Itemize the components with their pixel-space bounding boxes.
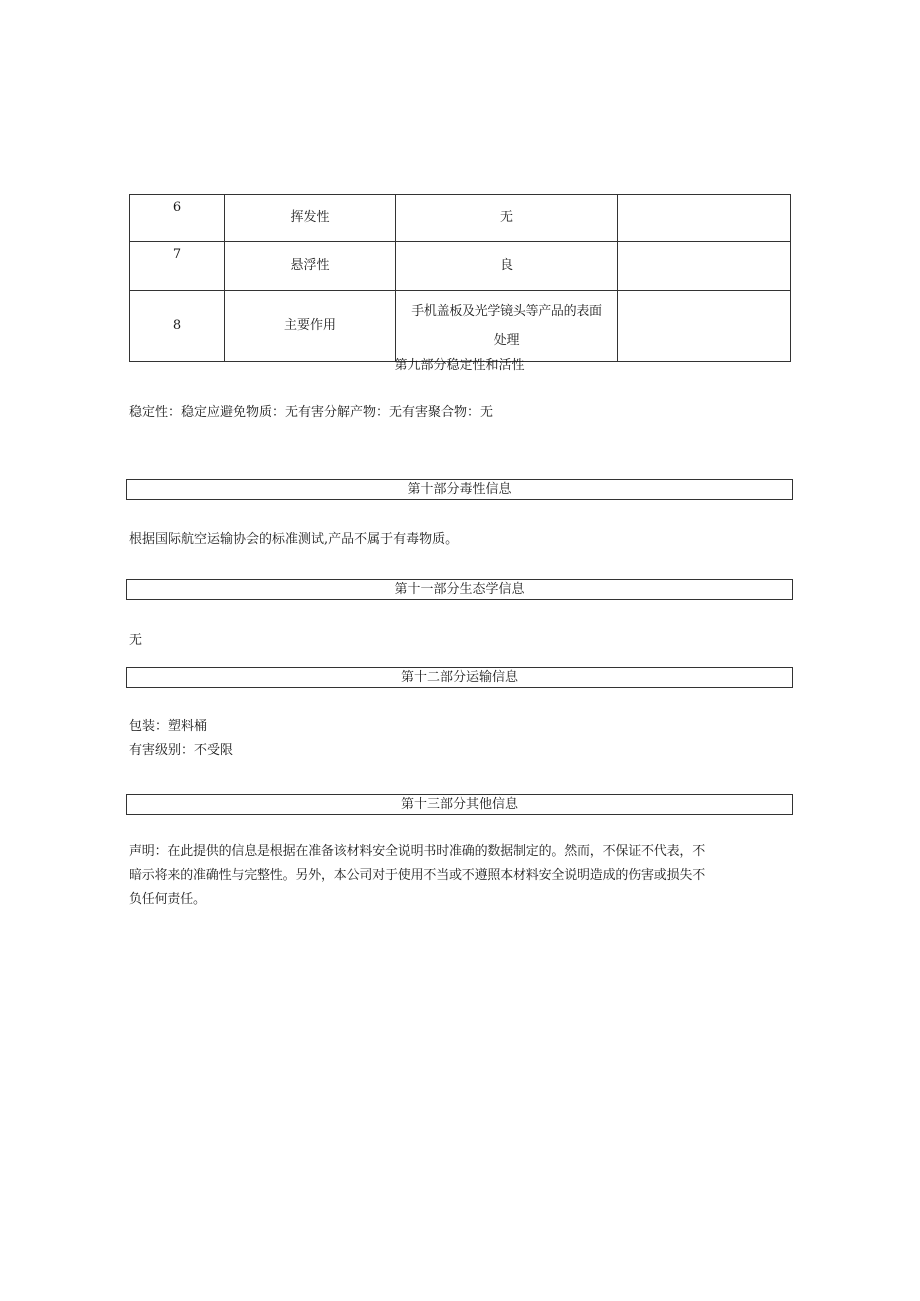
section9-text: 稳定性：稳定应避免物质：无有害分解产物：无有害聚合物：无 [129, 405, 494, 420]
property-value: 无 [396, 195, 618, 242]
section9-title: 第九部分稳定性和活性 [394, 358, 525, 373]
row-number: 8 [130, 291, 225, 362]
property-value: 良 [396, 242, 618, 291]
properties-table [129, 194, 791, 362]
property-name: 挥发性 [225, 195, 396, 242]
row-number: 7 [130, 242, 225, 291]
section12-title: 第十二部分运输信息 [126, 667, 793, 688]
value-line: 手机盖板及光学镜头等产品的表面 [411, 304, 602, 319]
section13-title: 第十三部分其他信息 [126, 794, 793, 815]
statement-line: 暗示将来的准确性与完整性。另外，本公司对于使用不当或不遵照本材料安全说明造成的伤害或损失不 [129, 868, 706, 883]
table-row [130, 195, 791, 242]
property-name: 悬浮性 [225, 242, 396, 291]
table-row [130, 242, 791, 291]
row-number: 6 [130, 195, 225, 242]
packaging-line: 包装：塑料桶 [129, 719, 208, 734]
section12-text [129, 715, 793, 763]
section13-text [129, 840, 793, 912]
property-note [618, 195, 791, 242]
property-note [618, 242, 791, 291]
section11-title: 第十一部分生态学信息 [126, 579, 793, 600]
section11-text: 无 [129, 633, 143, 648]
property-value [396, 291, 618, 362]
property-note [618, 291, 791, 362]
section10-text: 根据国际航空运输协会的标准测试,产品不属于有毒物质。 [129, 532, 459, 547]
statement-line: 负任何责任。 [129, 892, 206, 907]
property-name: 主要作用 [225, 291, 396, 362]
section10-title: 第十部分毒性信息 [126, 479, 793, 500]
statement-line: 声明：在此提供的信息是根据在准备该材料安全说明书时准确的数据制定的。然而，不保证不代表，不 [129, 844, 706, 859]
table-row [130, 291, 791, 362]
hazard-class-line: 有害级别：不受限 [129, 743, 234, 758]
value-line: 处理 [493, 333, 520, 348]
